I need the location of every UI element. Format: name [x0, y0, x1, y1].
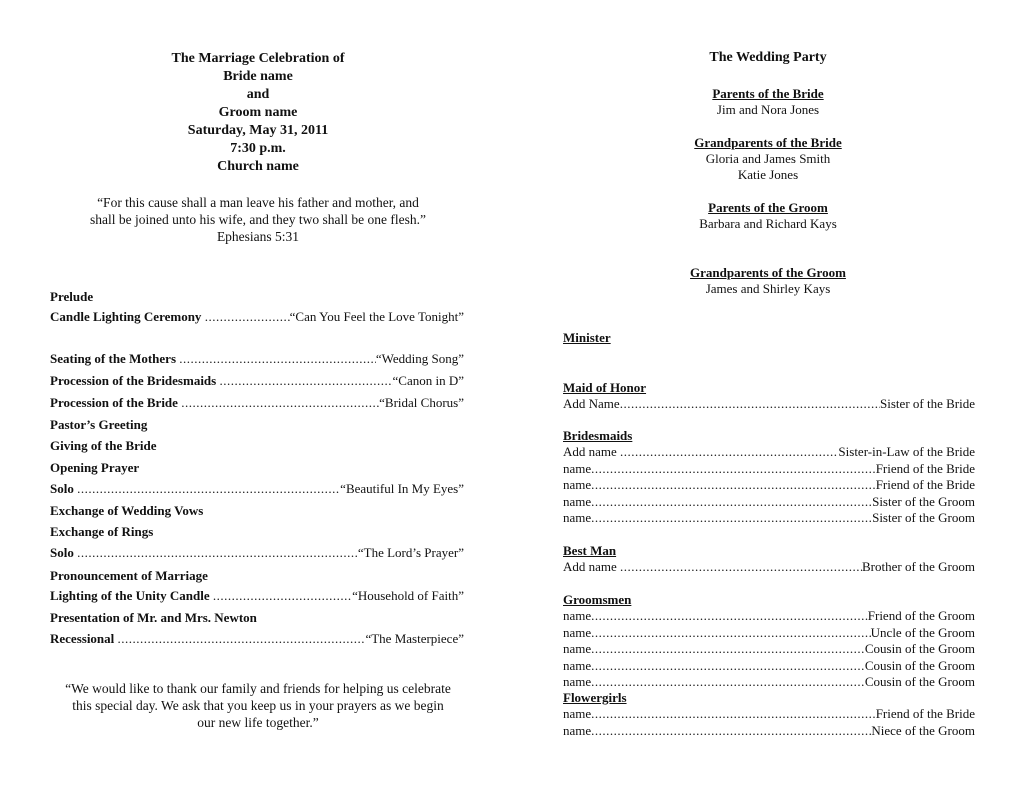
grandparents-of-bride	[561, 135, 975, 183]
verse-line: “For this cause shall a man leave his father and mother, and	[97, 195, 419, 210]
program-item: Procession of the Bridesmaids ..... “Canon in D”	[50, 372, 464, 389]
section-heading: Grandparents of the Bride	[694, 135, 842, 150]
leader-dots	[591, 674, 865, 690]
name-line: James and Shirley Kays	[705, 281, 831, 296]
leader-dots	[591, 723, 871, 739]
thanks-line: “We would like to thank our family and friends for helping us celebrate	[65, 681, 451, 696]
leader-dots	[118, 630, 366, 647]
party-row: name ..... Niece of the Groom	[563, 723, 975, 739]
section-heading: Groomsmen	[563, 592, 632, 607]
name-line: Jim and Nora Jones	[716, 102, 820, 117]
program-item: Solo ..... “Beautiful In My Eyes”	[50, 480, 464, 497]
header-line: The Marriage Celebration of	[171, 51, 345, 66]
leader-dots	[591, 706, 876, 722]
program-item: Solo ..... “The Lord’s Prayer”	[50, 544, 464, 561]
thanks-line: this special day. We ask that you keep us in your prayers as we begin	[72, 698, 444, 713]
flowergirls-section	[563, 690, 975, 739]
section-heading: Grandparents of the Groom	[690, 265, 846, 280]
party-row: name ..... Friend of the Groom	[563, 608, 975, 624]
header-line: and	[246, 87, 270, 102]
party-row: name ..... Cousin of the Groom	[563, 658, 975, 674]
minister-heading: Minister	[563, 330, 611, 345]
leader-dots	[591, 625, 871, 641]
program-item: Pronouncement of Marriage	[50, 568, 208, 583]
groom-name: Groom name	[218, 105, 298, 120]
program-item: Lighting of the Unity Candle ..... “Household of Faith”	[50, 587, 464, 604]
party-row: name ..... Uncle of the Groom	[563, 625, 975, 641]
leader-dots	[591, 641, 865, 657]
maid-of-honor-section	[563, 380, 975, 413]
leader-dots	[77, 480, 340, 497]
grandparents-of-groom	[561, 265, 975, 297]
program-item: Recessional ..... “The Masterpiece”	[50, 630, 464, 647]
party-row: name ..... Friend of the Bride	[563, 461, 975, 477]
wedding-party-title: The Wedding Party	[709, 50, 827, 65]
name-line: Barbara and Richard Kays	[699, 216, 837, 231]
name-line: Katie Jones	[737, 167, 799, 182]
thank-you-note	[48, 680, 468, 731]
program-item: Exchange of Rings	[50, 524, 154, 539]
leader-dots	[213, 587, 352, 604]
party-row: name ..... Cousin of the Groom	[563, 674, 975, 690]
leader-dots	[77, 544, 358, 561]
leader-dots	[591, 494, 872, 510]
verse-reference: Ephesians 5:31	[216, 229, 300, 244]
section-heading: Parents of the Groom	[708, 200, 828, 215]
party-row: Add name ..... Brother of the Groom	[563, 559, 975, 575]
program-item: Candle Lighting Ceremony ..... “Can You Feel the Love Tonight”	[50, 308, 464, 325]
ceremony-date: Saturday, May 31, 2011	[187, 123, 329, 138]
ceremony-time: 7:30 p.m.	[230, 141, 286, 156]
section-heading: Best Man	[563, 543, 617, 558]
party-row: name ..... Cousin of the Groom	[563, 641, 975, 657]
verse-line: shall be joined unto his wife, and they two shall be one flesh.”	[90, 212, 426, 227]
section-heading: Bridesmaids	[563, 428, 633, 443]
leader-dots	[591, 461, 876, 477]
best-man-section	[563, 543, 975, 576]
section-heading: Maid of Honor	[563, 380, 647, 395]
program-item: Procession of the Bride ..... “Bridal Chorus”	[50, 394, 464, 411]
leader-dots	[205, 308, 290, 325]
program-item: Seating of the Mothers ..... “Wedding Song”	[50, 350, 464, 367]
leader-dots	[219, 372, 392, 389]
parents-of-groom	[561, 200, 975, 232]
leader-dots	[591, 477, 876, 493]
leader-dots	[620, 396, 880, 412]
leader-dots	[591, 658, 865, 674]
program-item: Opening Prayer	[50, 460, 140, 475]
thanks-line: our new life together.”	[197, 715, 319, 730]
program-item: Exchange of Wedding Vows	[50, 503, 204, 518]
groomsmen-section	[563, 592, 975, 690]
program-item: Giving of the Bride	[50, 438, 157, 453]
program-item: Presentation of Mr. and Mrs. Newton	[50, 610, 257, 625]
leader-dots	[620, 559, 862, 575]
party-row: name ..... Friend of the Bride	[563, 706, 975, 722]
party-row: name ..... Sister of the Groom	[563, 510, 975, 526]
bride-name: Bride name	[223, 69, 293, 84]
bridesmaids-section	[563, 428, 975, 526]
party-row: Add Name ..... Sister of the Bride	[563, 396, 975, 412]
leader-dots	[179, 350, 376, 367]
section-heading: Parents of the Bride	[712, 86, 824, 101]
leader-dots	[591, 608, 868, 624]
parents-of-bride	[561, 86, 975, 118]
leader-dots	[620, 444, 838, 460]
party-row: name ..... Sister of the Groom	[563, 494, 975, 510]
party-row: Add name ..... Sister-in-Law of the Bride	[563, 444, 975, 460]
church-name: Church name	[217, 159, 299, 174]
section-heading: Flowergirls	[563, 690, 627, 705]
ceremony-header	[48, 50, 468, 176]
leader-dots	[181, 394, 379, 411]
program-item: Pastor’s Greeting	[50, 417, 148, 432]
name-line: Gloria and James Smith	[705, 151, 831, 166]
scripture-verse	[48, 194, 468, 245]
program-item: Prelude	[50, 289, 94, 304]
party-row: name ..... Friend of the Bride	[563, 477, 975, 493]
leader-dots	[591, 510, 872, 526]
